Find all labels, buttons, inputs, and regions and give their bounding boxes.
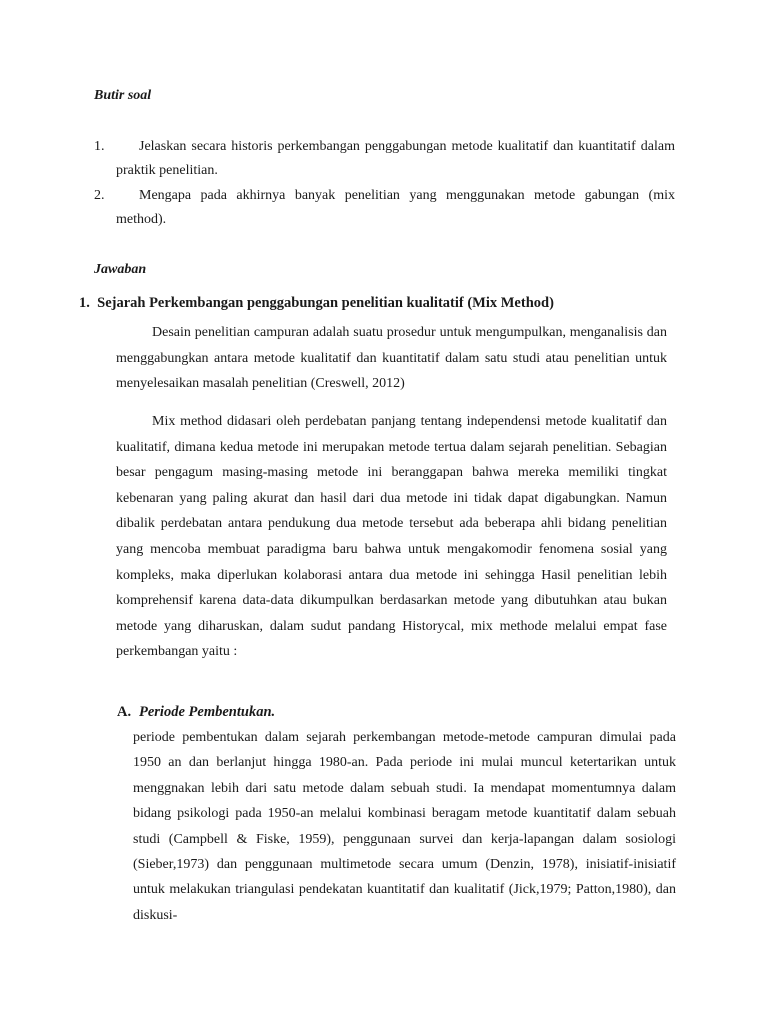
- question-text: [116, 184, 675, 232]
- subsection-title: Periode Pembentukan.: [139, 704, 276, 720]
- question-number: 1.: [94, 139, 105, 154]
- body-paragraph: Mix method didasari oleh perdebatan panjang tentang independensi metode kualitatif dan kualitatif, dimana kedua metode ini merupakan metode tertua dalam sejarah penelitian. Sebagian besar pengagum masing-masing metode ini beranggapan bahwa mereka memiliki tingkat kebenaran yang paling akurat dan hasil dari dua metode ini tidak dapat digabungkan. Namun dibalik perdebatan antara pendukung dua metode tersebut ada beberapa ahli bidang penelitian yang mencoba membuat paradigma baru bahwa untuk mengakomodir fenomena sosial yang kompleks, maka diperlukan kolaborasi antara dua metode ini sehingga Hasil penelitian lebih komprehensif karena data-data dikumpulkan berdasarkan metode yang dibutuhkan atau bukan metode yang diharuskan, dalam sudut pandang Historycal, mix methode melalui empat fase perkembangan yaitu :: [116, 414, 667, 660]
- section-title: 1. Sejarah Perkembangan penggabungan penelitian kualitatif (Mix Method): [79, 295, 554, 311]
- subsection-letter: A.: [117, 704, 132, 720]
- questions-heading: Butir soal: [94, 88, 152, 103]
- body-paragraph: Desain penelitian campuran adalah suatu prosedur untuk mengumpulkan, menganalisis dan menggabungkan antara metode kualitatif dan kuantitatif dalam satu studi atau penelitian untuk menyelesaikan masalah penelitian (Creswell, 2012): [116, 325, 667, 392]
- answers-heading: Jawaban: [94, 262, 147, 277]
- question-number: 2.: [94, 188, 105, 203]
- subsection-paragraph: periode pembentukan dalam sejarah perkembangan metode-metode campuran dimulai pada 1950 an dan berlanjut hingga 1980-an. Pada periode ini mulai muncul ketertarikan untuk menggnakan lebih dari satu metode dalam sebuah studi. Ia mendapat momentumnya dalam bidang psikologi pada 1950-an melalui kombinasi beragam metode kuantitatif dalam sebuah studi (Campbell & Fiske, 1959), penggunaan survei dan kerja-lapangan dalam sosiologi (Sieber,1973) dan penggunaan multimetode secara umum (Denzin, 1978), inisiatif-inisiatif untuk melakukan triangulasi pendekatan kuantitatif dan kualitatif (Jick,1979; Patton,1980), dan diskusi-: [133, 730, 676, 923]
- question-text: [116, 135, 675, 183]
- question-text-content: Jelaskan secara historis perkembangan penggabungan metode kualitatif dan kuantitatif dalam praktik penelitian.: [116, 139, 675, 178]
- question-text-content: Mengapa pada akhirnya banyak penelitian yang menggunakan metode gabungan (mix method).: [116, 188, 675, 227]
